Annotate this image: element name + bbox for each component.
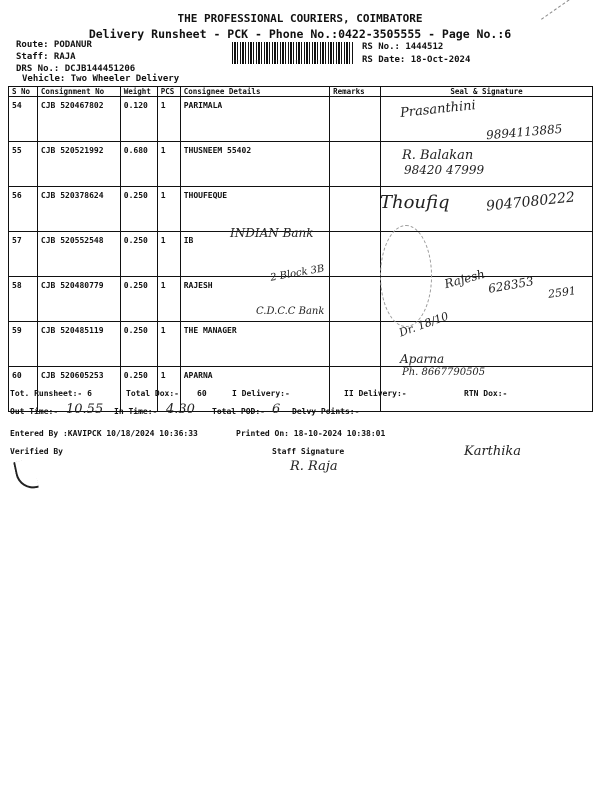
total-runsheet: Tot. Runsheet:- 6 [10, 389, 92, 398]
handwritten-name-56: Thoufiq [380, 192, 450, 213]
header-remarks: Remarks [330, 87, 381, 97]
cell-consignee: PARIMALA [180, 97, 329, 142]
handwritten-name-58: Rajesh [442, 266, 487, 292]
cell-sno: 57 [9, 232, 38, 277]
document-subtitle: Delivery Runsheet - PCK - Phone No.:0422-3505555 - Page No.:6 [88, 27, 512, 41]
document-title: THE PROFESSIONAL COURIERS, COIMBATORE [177, 12, 423, 25]
handwritten-entered-signature: Karthika [464, 444, 522, 459]
total-dox-value: 60 [197, 389, 207, 398]
staff-label: Staff: RAJA [16, 52, 76, 62]
header-consignment: Consignment No [37, 87, 120, 97]
header-consignee: Consignee Details [180, 87, 329, 97]
i-delivery-label: I Delivery:- [232, 389, 290, 398]
total-pod-label: Total POD:- [212, 407, 265, 416]
cell-pcs: 1 [157, 367, 180, 412]
cell-consignment: CJB 520480779 [37, 277, 120, 322]
handwritten-signature-59: Dr. 18/10 [397, 309, 451, 340]
out-time-label: Out Time:- [10, 407, 59, 416]
cell-sno: 54 [9, 97, 38, 142]
cell-consignee: THOUFEQUE [180, 187, 329, 232]
cell-remarks [330, 277, 381, 322]
handwritten-consignee-59: C.D.C.C Bank [256, 306, 325, 317]
handwritten-name-60: Aparna [400, 352, 445, 366]
rtn-dox-label: RTN Dox:- [464, 389, 508, 398]
ii-delivery-label: II Delivery:- [344, 389, 407, 398]
handwritten-phone-58: 628353 [487, 274, 535, 296]
cell-remarks [330, 142, 381, 187]
drs-number: DRS No.: DCJB144451206 [16, 64, 136, 74]
cell-consignment: CJB 520378624 [37, 187, 120, 232]
cell-remarks [330, 187, 381, 232]
header-weight: Weight [120, 87, 157, 97]
table-header-row [9, 87, 593, 97]
cell-pcs: 1 [157, 322, 180, 367]
handwritten-phone-60: Ph. 8667790505 [402, 367, 486, 378]
cell-consignment: CJB 520521992 [37, 142, 120, 187]
cell-pcs: 1 [157, 277, 180, 322]
rs-number: RS No.: 1444512 [362, 42, 444, 52]
handwritten-number-58: 2591 [547, 284, 577, 301]
cell-weight: 0.250 [120, 367, 157, 412]
cell-pcs: 1 [157, 187, 180, 232]
cell-weight: 0.250 [120, 232, 157, 277]
handwritten-out-time: 10.55 [66, 402, 104, 417]
handwritten-total-pod: 6 [272, 402, 281, 417]
cell-consignee: APARNA [180, 367, 329, 412]
table-row [9, 142, 593, 187]
rs-date: RS Date: 18-Oct-2024 [362, 55, 471, 65]
cell-sno: 55 [9, 142, 38, 187]
cell-consignment: CJB 520552548 [37, 232, 120, 277]
in-time-label: In Time:- [114, 407, 158, 416]
cell-consignee: IB [180, 232, 329, 277]
cell-weight: 0.120 [120, 97, 157, 142]
route-label: Route: PODANUR [16, 40, 92, 50]
handwritten-name-55: R. Balakan [402, 148, 474, 163]
header-signature: Seal & Signature [381, 87, 593, 97]
cell-remarks [330, 97, 381, 142]
cell-sno: 58 [9, 277, 38, 322]
cell-consignee: THE MANAGER [180, 322, 329, 367]
cell-weight: 0.680 [120, 142, 157, 187]
cell-weight: 0.250 [120, 277, 157, 322]
vehicle-label: Vehicle: Two Wheeler Delivery [22, 74, 180, 84]
delivery-points-label: Delvy Points:- [292, 407, 360, 416]
handwritten-in-time: 4.30 [166, 402, 195, 417]
entered-by: Entered By :KAVIPCK 10/18/2024 10:36:33 [10, 429, 198, 438]
cell-remarks [330, 322, 381, 367]
handwritten-staff-signature: R. Raja [290, 459, 338, 474]
printed-on: Printed On: 18-10-2024 10:38:01 [236, 429, 386, 438]
total-dox-label: Total Dox:- [126, 389, 179, 398]
verified-by-label: Verified By [10, 447, 63, 456]
staff-signature-label: Staff Signature [272, 447, 345, 456]
cell-consignee: THUSNEEM 55402 [180, 142, 329, 187]
cell-sno: 56 [9, 187, 38, 232]
cell-pcs: 1 [157, 142, 180, 187]
bank-seal-stamp [380, 225, 432, 327]
handwritten-phone-55: 98420 47999 [404, 163, 485, 177]
handwritten-phone-54: 9894113885 [485, 121, 563, 143]
cell-sno: 60 [9, 367, 38, 412]
table-row [9, 322, 593, 367]
cell-consignment: CJB 520605253 [37, 367, 120, 412]
cell-pcs: 1 [157, 97, 180, 142]
cell-pcs: 1 [157, 232, 180, 277]
cell-weight: 0.250 [120, 322, 157, 367]
handwritten-consignee-57: INDIAN Bank [230, 226, 314, 240]
header-pcs: PCS [157, 87, 180, 97]
cell-consignment: CJB 520485119 [37, 322, 120, 367]
handwritten-name-54: Prasanthini [399, 98, 477, 121]
cell-sno: 59 [9, 322, 38, 367]
barcode-image [232, 42, 354, 64]
cell-consignment: CJB 520467802 [37, 97, 120, 142]
cell-consignee: RAJESH [180, 277, 329, 322]
cell-weight: 0.250 [120, 187, 157, 232]
verified-check-mark [13, 458, 39, 492]
handwritten-consignee-58: 2 Block 3B [269, 263, 326, 284]
handwritten-phone-56: 9047080222 [485, 189, 576, 215]
cell-remarks [330, 232, 381, 277]
header-sno: S No [9, 87, 38, 97]
